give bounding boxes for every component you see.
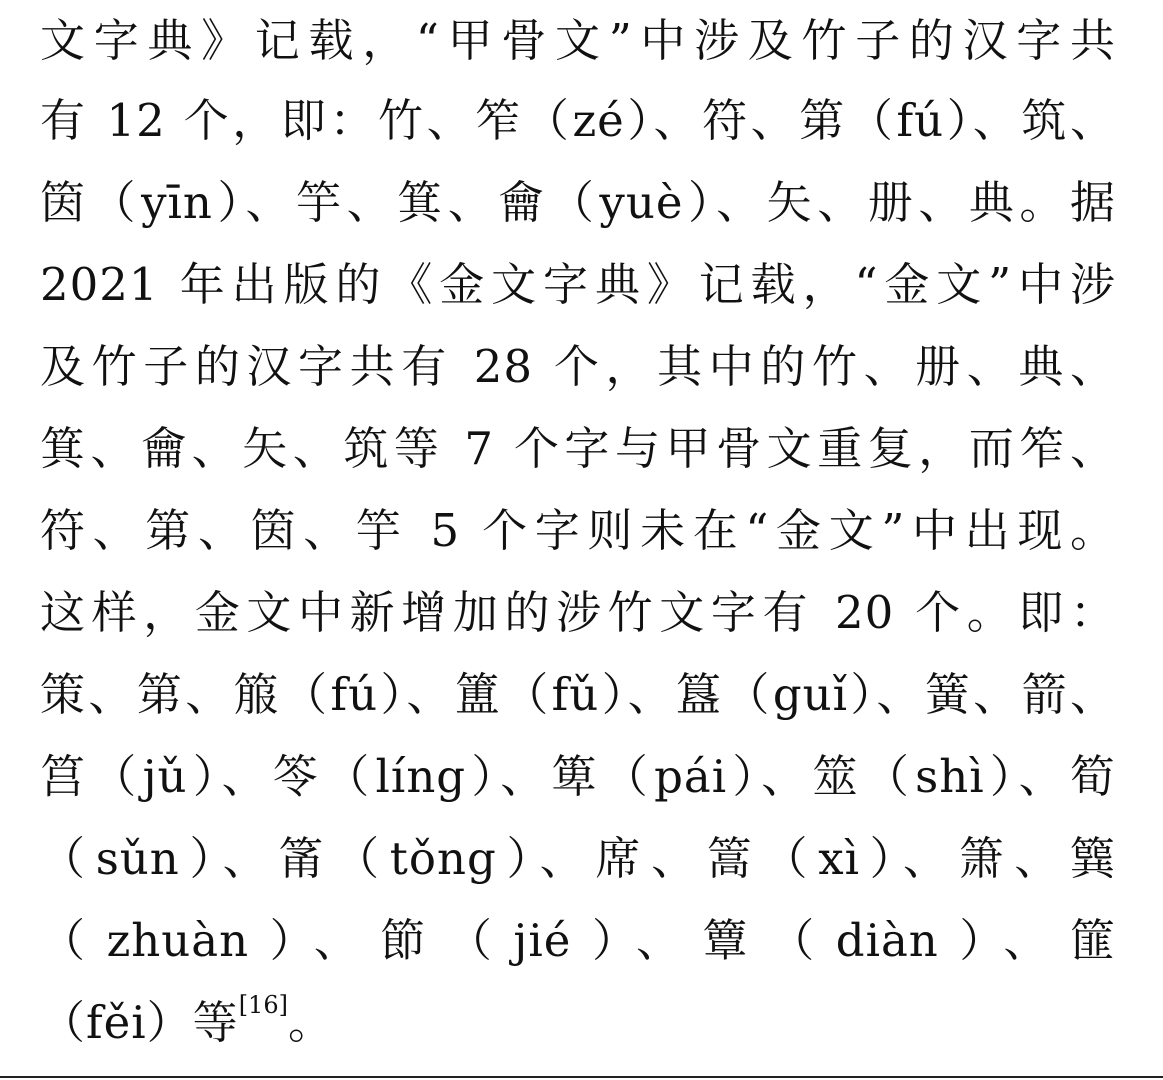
text-line: 策、第、箙（fú）、簠（fǔ）、簋（guǐ）、簧、箭、 xyxy=(40,668,1116,721)
text-line: 这样，金文中新增加的涉竹文字有 20 个。即： xyxy=(40,586,1116,639)
text-line: 有 12 个，即：竹、笮（zé）、符、第（fú）、筑、 xyxy=(40,94,1116,147)
end-punctuation: 。 xyxy=(287,996,334,1049)
text-line: 文字典》记载，“甲骨文”中涉及竹子的汉字共 xyxy=(40,14,1116,67)
text-line: 筥（jǔ）、笭（líng）、箄（pái）、筮（shì）、筍 xyxy=(40,750,1116,803)
text-line: 及竹子的汉字共有 28 个，其中的竹、册、典、 xyxy=(40,340,1116,393)
citation-reference[interactable]: [16] xyxy=(238,991,288,1019)
text-line: 筃（yīn）、竽、箕、龠（yuè）、矢、册、典。据 xyxy=(40,176,1116,229)
document-page xyxy=(40,0,1116,1080)
text-line: 2021 年出版的《金文字典》记载，“金文”中涉 xyxy=(40,258,1116,311)
text-line: 符、第、筃、竽 5 个字则未在“金文”中出现。 xyxy=(40,504,1116,557)
bottom-divider xyxy=(0,1076,1163,1078)
text-line: （sǔn）、筩（tǒng）、席、篙（xì）、箫、簨 xyxy=(40,832,1116,885)
text-line-last-body: （fěi）等 xyxy=(40,996,239,1049)
text-line: 箕、龠、矢、筑等 7 个字与甲骨文重复，而笮、 xyxy=(40,422,1116,475)
text-line-last xyxy=(40,982,1116,1064)
text-line: （zhuàn）、節（jié）、簟（diàn）、篚 xyxy=(40,914,1116,967)
